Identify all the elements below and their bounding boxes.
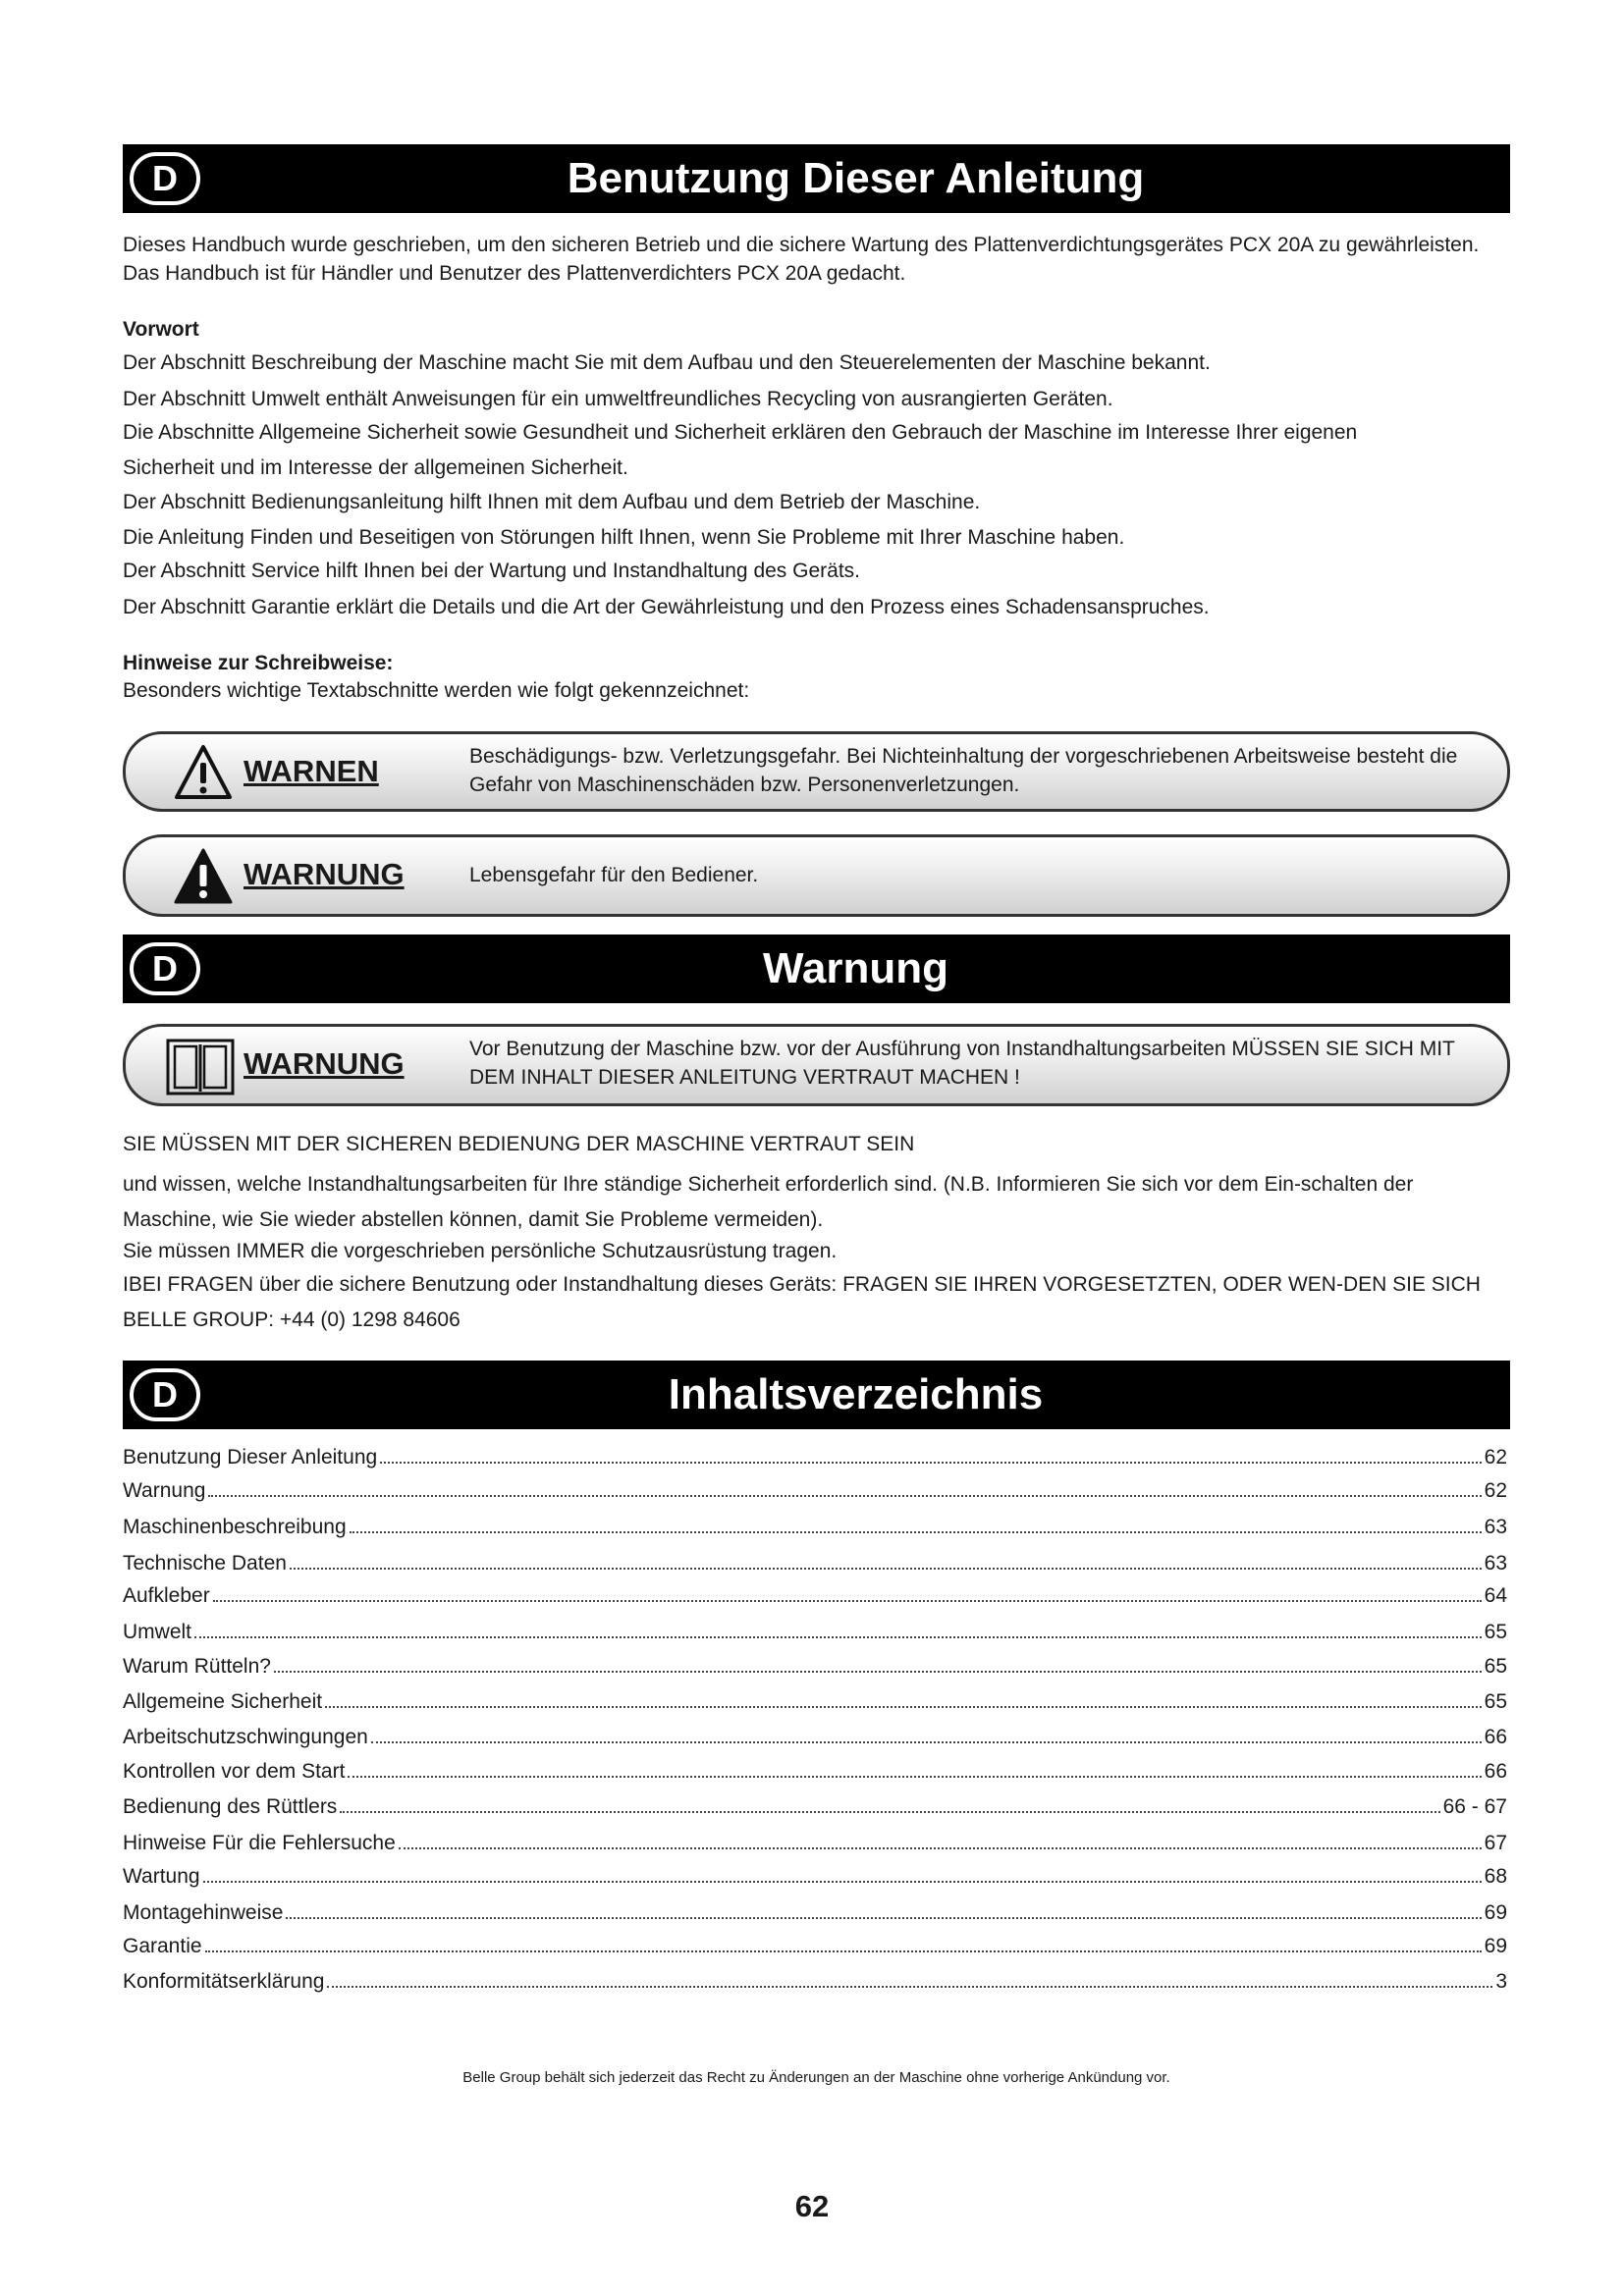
safety-line: SIE MÜSSEN MIT DER SICHEREN BEDIENUNG DER MASCHINE VERTRAUT SEIN xyxy=(123,1133,915,1155)
vorwort-line: Der Abschnitt Garantie erklärt die Details und die Art der Gewährleistung und den Prozess eines Schadensanspruches. xyxy=(123,596,1210,618)
toc-page: 69 xyxy=(1484,1901,1507,1924)
language-badge: D xyxy=(130,1368,200,1421)
toc-title: Kontrollen vor dem Start xyxy=(123,1760,346,1783)
vorwort-line: Der Abschnitt Bedienungsanleitung hilft Ihnen mit dem Aufbau und dem Betrieb der Maschine. xyxy=(123,491,981,513)
hinweise-text: Besonders wichtige Textabschnitte werden wie folgt gekennzeichnet: xyxy=(123,679,750,702)
section-title: Benutzung Dieser Anleitung xyxy=(567,154,1145,202)
toc-page: 3 xyxy=(1495,1970,1507,1993)
toc-leader xyxy=(194,1618,1482,1638)
toc-entry[interactable] xyxy=(123,1898,1507,1928)
toc-leader xyxy=(205,1932,1482,1952)
toc-entry[interactable] xyxy=(123,1757,1507,1787)
toc-entry[interactable] xyxy=(123,1618,1507,1647)
warning-triangle-filled-icon xyxy=(173,847,234,911)
warning-label: WARNEN xyxy=(244,754,379,788)
toc-title: Garantie xyxy=(123,1935,202,1957)
toc-entry[interactable] xyxy=(123,1652,1507,1682)
language-badge: D xyxy=(130,152,200,205)
toc-title: Benutzung Dieser Anleitung xyxy=(123,1446,378,1468)
toc-leader xyxy=(399,1829,1482,1849)
toc-title: Wartung xyxy=(123,1865,200,1888)
toc-entry[interactable] xyxy=(123,1581,1507,1611)
toc-page: 65 xyxy=(1484,1621,1507,1643)
toc-page: 62 xyxy=(1484,1479,1507,1502)
toc-title: Hinweise Für die Fehlersuche xyxy=(123,1832,396,1854)
toc-leader xyxy=(371,1723,1482,1743)
toc-title: Umwelt xyxy=(123,1621,192,1643)
toc-page: 66 xyxy=(1484,1726,1507,1748)
toc-entry[interactable] xyxy=(123,1687,1507,1717)
toc-page: 65 xyxy=(1484,1655,1507,1678)
section-header-benutzung xyxy=(123,144,1510,213)
hinweise-heading: Hinweise zur Schreibweise: xyxy=(123,652,394,674)
toc-page: 63 xyxy=(1484,1552,1507,1575)
toc-title: Bedienung des Rüttlers xyxy=(123,1795,338,1818)
toc-page: 68 xyxy=(1484,1865,1507,1888)
toc-leader xyxy=(350,1513,1482,1533)
toc-title: Warum Rütteln? xyxy=(123,1655,271,1678)
toc-title: Konformitätserklärung xyxy=(123,1970,325,1993)
toc-leader xyxy=(325,1687,1482,1708)
toc-entry[interactable] xyxy=(123,1862,1507,1892)
safety-paragraph: und wissen, welche Instandhaltungsarbeiten für Ihre ständige Sicherheit erforderlich sind. (N.B. Informieren Sie sich vor dem Ein-schalten der Maschine, wie Sie wieder abstellen können, damit Sie Probleme vermeiden). xyxy=(123,1173,1414,1231)
toc-page: 66 - 67 xyxy=(1442,1795,1507,1818)
safety-paragraph: IBEI FRAGEN über die sichere Benutzung oder Instandhaltung dieses Geräts: FRAGEN SIE IHREN VORGESETZTEN, ODER WEN-DEN SIE SICH BELLE GROUP: +44 (0) 1298 84606 xyxy=(123,1273,1481,1331)
toc-page: 66 xyxy=(1484,1760,1507,1783)
page-number: 62 xyxy=(794,2189,830,2223)
toc-entry[interactable] xyxy=(123,1549,1507,1578)
warning-triangle-outline-icon xyxy=(173,743,234,807)
warning-text: Lebensgefahr für den Bediener. xyxy=(469,864,759,886)
warnen-box xyxy=(123,731,1510,812)
toc-leader xyxy=(380,1443,1481,1464)
toc-entry[interactable] xyxy=(123,1792,1507,1822)
warning-text: Vor Benutzung der Maschine bzw. vor der Ausführung von Instandhaltungsarbeiten MÜSSEN SIE SICH MIT DEM INHALT DIESER ANLEITUNG VERTRAUT MACHEN ! xyxy=(469,1038,1455,1089)
toc-entry[interactable] xyxy=(123,1932,1507,1961)
footer-note: Belle Group behält sich jederzeit das Recht zu Änderungen an der Maschine ohne vorherige Ankündung vor. xyxy=(462,2069,1170,2086)
toc-page: 65 xyxy=(1484,1690,1507,1713)
warning-label: WARNUNG xyxy=(244,1046,405,1081)
warnung-box xyxy=(123,834,1510,917)
toc-entry[interactable] xyxy=(123,1829,1507,1858)
toc-leader xyxy=(286,1898,1481,1919)
toc-page: 63 xyxy=(1484,1516,1507,1538)
toc-title: Warnung xyxy=(123,1479,206,1502)
toc-leader xyxy=(348,1757,1481,1778)
toc-leader xyxy=(290,1549,1482,1570)
toc-entry[interactable] xyxy=(123,1513,1507,1542)
toc-page: 62 xyxy=(1484,1446,1507,1468)
toc-title: Aufkleber xyxy=(123,1584,210,1607)
toc-title: Allgemeine Sicherheit xyxy=(123,1690,323,1713)
section-header-warnung xyxy=(123,934,1510,1003)
section-header-inhalt xyxy=(123,1361,1510,1429)
vorwort-line: Die Anleitung Finden und Beseitigen von Störungen hilft Ihnen, wenn Sie Probleme mit Ihrer Maschine haben. xyxy=(123,526,1125,549)
toc-leader xyxy=(213,1581,1482,1602)
toc-title: Montagehinweise xyxy=(123,1901,284,1924)
toc-entry[interactable] xyxy=(123,1476,1507,1506)
toc-leader xyxy=(327,1967,1492,1988)
warnung-manual-box xyxy=(123,1024,1510,1106)
toc-entry[interactable] xyxy=(123,1967,1507,1997)
toc-page: 64 xyxy=(1484,1584,1507,1607)
section-title: Warnung xyxy=(763,944,948,992)
toc-entry[interactable] xyxy=(123,1443,1507,1472)
safety-line: Sie müssen IMMER die vorgeschrieben persönliche Schutzausrüstung tragen. xyxy=(123,1240,838,1262)
toc-title: Technische Daten xyxy=(123,1552,287,1575)
vorwort-line: Der Abschnitt Umwelt enthält Anweisungen für ein umweltfreundliches Recycling von ausrangierten Geräten. xyxy=(123,388,1113,410)
language-badge: D xyxy=(130,942,200,995)
warning-label: WARNUNG xyxy=(244,857,405,891)
toc-leader xyxy=(340,1792,1439,1813)
vorwort-line: Die Abschnitte Allgemeine Sicherheit sowie Gesundheit und Sicherheit erklären den Gebrauch der Maschine im Interesse Ihrer eigenen xyxy=(123,421,1358,444)
section-title: Inhaltsverzeichnis xyxy=(668,1370,1044,1418)
toc-page: 69 xyxy=(1484,1935,1507,1957)
warning-text: Beschädigungs- bzw. Verletzungsgefahr. Bei Nichteinhaltung der vorgeschriebenen Arbeitsweise besteht die Gefahr von Maschinenschäden bzw. Personenverletzungen. xyxy=(469,745,1458,796)
vorwort-line: Sicherheit und im Interesse der allgemeinen Sicherheit. xyxy=(123,456,628,479)
toc-title: Arbeitschutzschwingungen xyxy=(123,1726,368,1748)
toc-title: Maschinenbeschreibung xyxy=(123,1516,347,1538)
toc-page: 67 xyxy=(1484,1832,1507,1854)
vorwort-line: Der Abschnitt Service hilft Ihnen bei der Wartung und Instandhaltung des Geräts. xyxy=(123,560,860,582)
vorwort-line: Der Abschnitt Beschreibung der Maschine macht Sie mit dem Aufbau und den Steuerelementen der Maschine bekannt. xyxy=(123,351,1211,374)
manual-book-icon xyxy=(165,1037,236,1102)
vorwort-heading: Vorwort xyxy=(123,318,199,341)
toc-leader xyxy=(203,1862,1482,1883)
toc-entry[interactable] xyxy=(123,1723,1507,1752)
toc-leader xyxy=(274,1652,1482,1673)
intro-paragraph: Dieses Handbuch wurde geschrieben, um den sicheren Betrieb und die sichere Wartung des Plattenverdichtungsgerätes PCX 20A zu gewährleisten. Das Handbuch ist für Händler und Benutzer des Plattenverdichters PCX 20A gedacht. xyxy=(123,234,1480,285)
toc-leader xyxy=(208,1476,1481,1497)
